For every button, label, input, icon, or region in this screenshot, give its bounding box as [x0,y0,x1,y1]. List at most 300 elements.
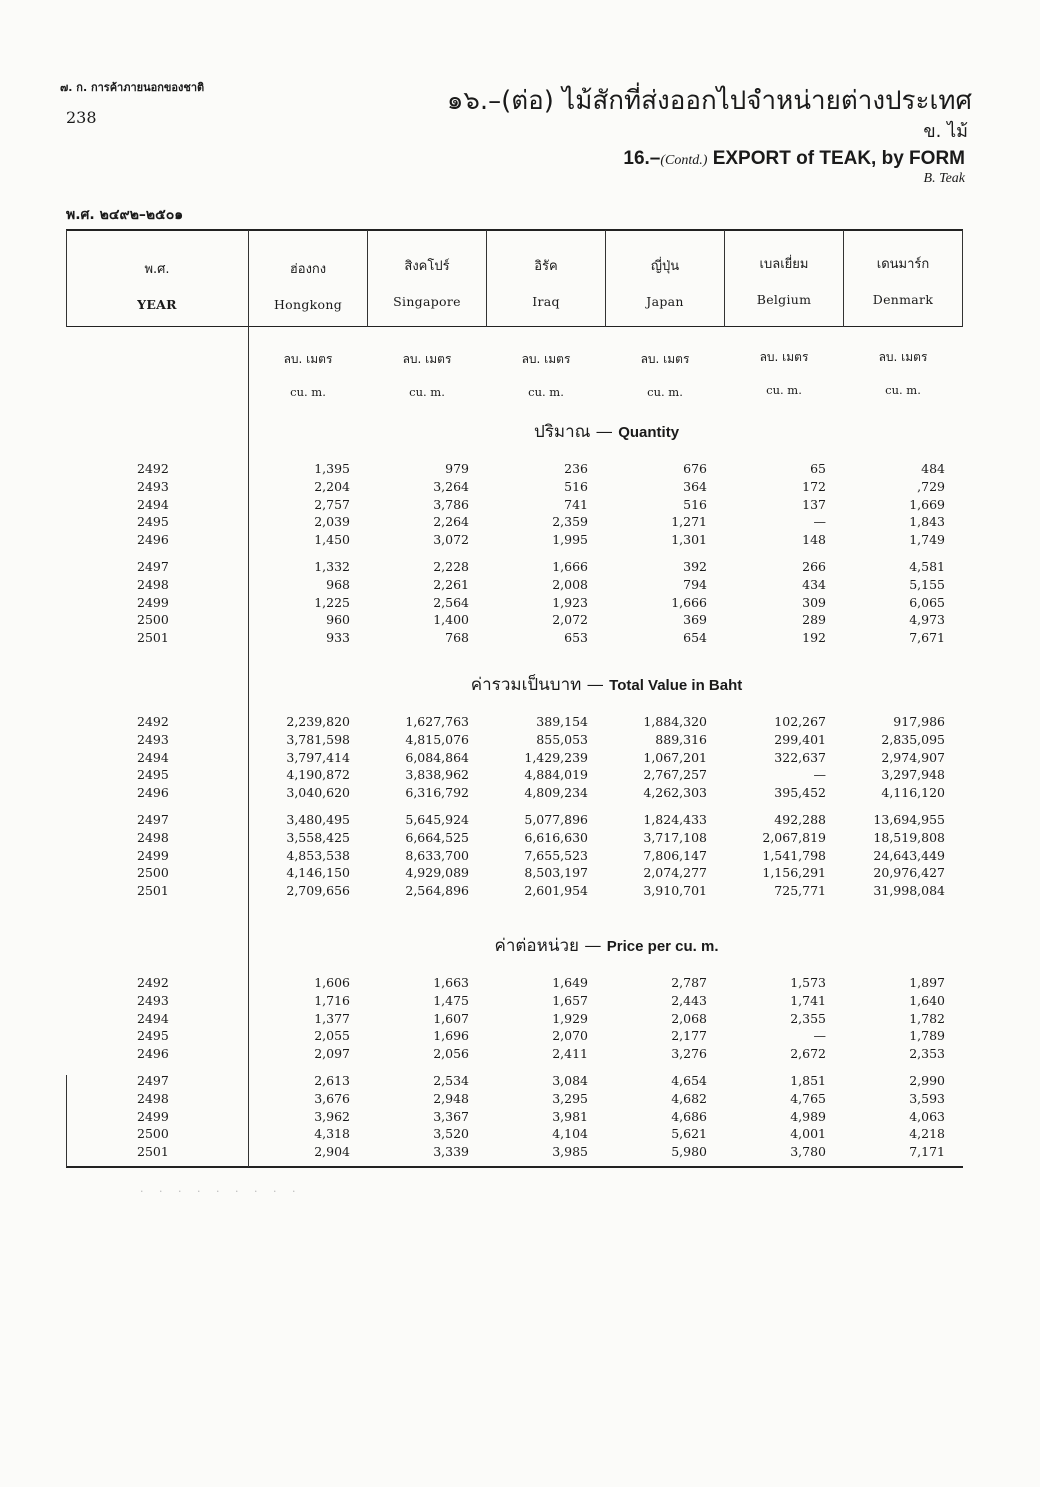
value-cell: 4,884,019 [524,767,588,783]
value-cell: 2,904 [314,1144,350,1160]
header-bottom-rule [66,326,963,327]
year-cell: 2494 [137,1010,169,1026]
year-cell: 2501 [137,883,169,899]
unit-thai: ลบ. เมตร [283,352,333,366]
value-cell: 2,261 [433,576,469,592]
value-cell: 1,782 [909,1010,945,1026]
value-cell: 960 [326,612,350,628]
value-cell: 1,429,239 [524,749,588,765]
year-cell: 2495 [137,767,169,783]
value-cell: 3,295 [552,1090,588,1106]
section-title-thai: ปริมาณ [533,422,591,442]
value-cell: 3,962 [314,1108,350,1124]
value-cell: 3,985 [552,1144,588,1160]
value-cell: 322,637 [774,749,826,765]
value-cell: 3,072 [433,532,469,548]
table-top-rule [66,229,963,231]
value-cell: 4,815,076 [405,731,469,747]
table-row [0,479,1040,497]
year-cell: 2500 [137,865,169,881]
value-cell: 102,267 [774,714,826,729]
table-row [0,830,1040,848]
value-cell: 2,068 [671,1010,707,1026]
value-cell: 1,741 [790,992,826,1008]
value-cell: 1,657 [552,992,588,1008]
value-cell: 2,601,954 [524,883,588,899]
table-row [0,714,1040,732]
value-cell: 4,809,234 [524,785,588,801]
table-row [0,1144,1040,1162]
subtitle-thai: ข. ไม้ [923,121,968,142]
value-cell: 6,316,792 [405,785,469,801]
value-cell: 3,797,414 [286,749,350,765]
unit-label [606,350,724,399]
unit-eng: cu. m. [647,385,683,399]
value-cell: 2,948 [433,1090,469,1106]
unit-thai: ลบ. เมตร [521,352,571,366]
value-cell: 1,606 [314,975,350,990]
value-cell: 1,395 [314,461,350,476]
page-title-thai: ๑๖.–(ต่อ) ไม้สักที่ส่งออกไปจำหน่ายต่างประเทศ [446,86,972,116]
value-cell: 4,581 [909,559,945,574]
value-cell: 3,717,108 [643,829,707,845]
value-cell: 2,990 [909,1073,945,1088]
value-cell: 1,749 [909,532,945,548]
value-cell: 236 [564,461,588,476]
value-cell: 1,377 [314,1010,350,1026]
value-cell: 1,400 [433,612,469,628]
section-title-quantity: ปริมาณ — Quantity [533,422,680,442]
value-cell: 7,671 [909,630,945,646]
section-title-eng: Price per cu. m. [606,938,719,955]
value-cell: 1,663 [433,975,469,990]
col-header-thai: สิงคโปร์ [404,259,450,274]
value-cell: 1,696 [433,1028,469,1044]
year-cell: 2500 [137,612,169,628]
value-cell: 3,780 [790,1144,826,1160]
unit-label [725,348,843,397]
year-cell: 2495 [137,514,169,530]
value-cell: 3,781,598 [286,731,350,747]
value-cell: 3,676 [314,1090,350,1106]
value-cell: 8,633,700 [405,847,469,863]
value-cell: 1,884,320 [643,714,707,729]
value-cell: 1,666 [552,559,588,574]
value-cell: 299,401 [774,731,826,747]
value-cell: 4,686 [671,1108,707,1124]
value-cell: 1,843 [909,514,945,530]
year-cell: 2498 [137,576,169,592]
col-header-singapore [368,255,486,309]
value-cell: 2,074,277 [643,865,707,881]
value-cell: 8,503,197 [524,865,588,881]
col-header-denmark [844,253,962,307]
value-cell: 2,008 [552,576,588,592]
value-cell: 2,411 [552,1046,588,1062]
value-cell: 979 [445,461,469,476]
year-cell: 2498 [137,1090,169,1106]
table-row [0,993,1040,1011]
year-cell: 2497 [137,1073,169,1088]
year-cell: 2494 [137,496,169,512]
year-cell: 2501 [137,630,169,646]
value-cell: 3,520 [433,1126,469,1142]
value-cell: 855,053 [536,731,588,747]
unit-eng: cu. m. [528,385,564,399]
value-cell: 2,239,820 [286,714,350,729]
value-cell: 4,104 [552,1126,588,1142]
value-cell: 192 [802,630,826,646]
value-cell: 653 [564,630,588,646]
value-cell: 1,573 [790,975,826,990]
year-cell: 2499 [137,847,169,863]
col-header-eng: Belgium [756,292,812,307]
value-cell: 1,851 [790,1073,826,1088]
table-row [0,612,1040,630]
col-header-belgium [725,253,843,307]
value-cell: ,729 [917,478,945,494]
value-cell: 395,452 [774,785,826,801]
year-cell: 2499 [137,1108,169,1124]
value-cell: 289 [802,612,826,628]
unit-thai: ลบ. เมตร [759,350,809,364]
table-row [0,785,1040,803]
value-cell: 3,558,425 [286,829,350,845]
col-header-thai: ฮ่องกง [289,262,327,277]
section-title-price: ค่าต่อหน่วย — Price per cu. m. [494,936,719,956]
value-cell: 1,475 [433,992,469,1008]
value-cell: 2,264 [433,514,469,530]
value-cell: 1,716 [314,992,350,1008]
col-header-thai: ญี่ปุ่น [650,259,680,274]
col-header-thai: เดนมาร์ก [876,257,930,272]
table-row [0,461,1040,479]
col-header-eng: Hongkong [273,297,343,312]
value-cell: 1,301 [671,532,707,548]
unit-eng: cu. m. [766,383,802,397]
value-cell: 4,116,120 [881,785,945,801]
year-cell: 2499 [137,594,169,610]
value-cell: 266 [802,559,826,574]
value-cell: 137 [802,496,826,512]
value-cell: 4,262,303 [643,785,707,801]
year-cell: 2496 [137,785,169,801]
col-header-eng: Singapore [393,294,461,309]
value-cell: 5,645,924 [405,812,469,827]
value-cell: 2,072 [552,612,588,628]
value-cell: 5,980 [671,1144,707,1160]
table-row [0,767,1040,785]
footer-smudge: · · · · · · · · · [140,1185,302,1198]
value-cell: 1,824,433 [643,812,707,827]
period-label: พ.ศ. ๒๔๙๒–๒๕๐๑ [66,207,184,223]
col-header-thai: เบลเยี่ยม [759,257,809,272]
value-cell: 4,929,089 [405,865,469,881]
value-cell: 6,084,864 [405,749,469,765]
value-cell: 1,332 [314,559,350,574]
value-cell: 24,643,449 [873,847,945,863]
value-cell: 4,146,150 [286,865,350,881]
value-cell: 1,067,201 [643,749,707,765]
value-cell: 3,593 [909,1090,945,1106]
value-cell: 1,627,763 [405,714,469,729]
table-row [0,865,1040,883]
value-cell: 741 [564,496,588,512]
subtitle-eng: B. Teak [923,171,965,186]
value-cell: 4,989 [790,1108,826,1124]
value-cell: 2,974,907 [881,749,945,765]
year-cell: 2498 [137,829,169,845]
value-cell: 725,771 [774,883,826,899]
year-cell: 2492 [137,461,169,476]
value-cell: 3,981 [552,1108,588,1124]
section-title-eng: Total Value in Baht [609,677,743,694]
year-cell: 2497 [137,812,169,827]
value-cell: 2,613 [314,1073,350,1088]
table-row [0,577,1040,595]
value-cell: 369 [683,612,707,628]
value-cell: 1,897 [909,975,945,990]
value-cell: 4,218 [909,1126,945,1142]
value-cell: 3,367 [433,1108,469,1124]
value-cell: 4,853,538 [286,847,350,863]
unit-thai: ลบ. เมตร [878,350,928,364]
value-cell: 309 [802,594,826,610]
value-cell: 1,789 [909,1028,945,1044]
value-cell: 516 [564,478,588,494]
value-cell: 1,666 [671,594,707,610]
value-cell: 1,995 [552,532,588,548]
value-cell: 4,318 [314,1126,350,1142]
value-cell: 2,359 [552,514,588,530]
unit-label [487,350,605,399]
value-cell: 13,694,955 [873,812,945,827]
section-title-value: ค่ารวมเป็นบาท — Total Value in Baht [470,675,743,695]
value-cell: 1,607 [433,1010,469,1026]
value-cell: 933 [326,630,350,646]
col-header-thai: พ.ศ. [144,262,170,277]
value-cell: 2,757 [314,496,350,512]
table-row [0,750,1040,768]
year-cell: 2492 [137,714,169,729]
table-row [0,848,1040,866]
value-cell: 2,067,819 [762,829,826,845]
value-cell: 3,339 [433,1144,469,1160]
table-right-border [962,230,963,327]
col-header-thai: อิรัค [534,259,558,274]
value-cell: 676 [683,461,707,476]
value-cell: 2,039 [314,514,350,530]
value-cell: 389,154 [536,714,588,729]
value-cell: 1,156,291 [762,865,826,881]
col-header-japan [606,255,724,309]
value-cell: 2,767,257 [643,767,707,783]
table-row [0,595,1040,613]
value-cell: 392 [683,559,707,574]
value-cell: 2,070 [552,1028,588,1044]
page-number: 238 [66,108,97,127]
table-row [0,1046,1040,1064]
value-cell: 18,519,808 [873,829,945,845]
value-cell: — [813,1028,826,1044]
table-row [0,514,1040,532]
year-cell: 2497 [137,559,169,574]
value-cell: 2,177 [671,1028,707,1044]
table-bottom-rule [66,1166,963,1168]
unit-thai: ลบ. เมตร [640,352,690,366]
col-header-hongkong [249,258,367,312]
value-cell: 148 [802,532,826,548]
unit-eng: cu. m. [885,383,921,397]
title-eng-contd: (Contd.) [660,153,708,168]
value-cell: 2,353 [909,1046,945,1062]
value-cell: 1,929 [552,1010,588,1026]
value-cell: 5,155 [909,576,945,592]
value-cell: 968 [326,576,350,592]
unit-eng: cu. m. [290,385,326,399]
value-cell: 6,065 [909,594,945,610]
year-cell: 2493 [137,731,169,747]
page-title-eng [623,148,965,170]
year-cell: 2500 [137,1126,169,1142]
value-cell: 4,682 [671,1090,707,1106]
table-row [0,630,1040,648]
unit-label [249,350,367,399]
table-row [0,1109,1040,1127]
value-cell: 31,998,084 [873,883,945,899]
value-cell: 20,976,427 [873,865,945,881]
table-row [0,1091,1040,1109]
col-header-eng: Denmark [872,292,934,307]
value-cell: 4,063 [909,1108,945,1124]
value-cell: 1,640 [909,992,945,1008]
value-cell: 917,986 [893,714,945,729]
value-cell: 1,649 [552,975,588,990]
value-cell: 3,040,620 [286,785,350,801]
value-cell: 889,316 [655,731,707,747]
section-title-thai: ค่าต่อหน่วย [494,936,579,956]
table-row [0,1028,1040,1046]
col-header-eng: YEAR [137,297,177,312]
value-cell: 2,228 [433,559,469,574]
year-cell: 2496 [137,532,169,548]
value-cell: 4,973 [909,612,945,628]
value-cell: 1,541,798 [762,847,826,863]
table-row [0,559,1040,577]
value-cell: 3,786 [433,496,469,512]
value-cell: 1,271 [671,514,707,530]
value-cell: 2,534 [433,1073,469,1088]
title-eng-number: 16.– [623,148,661,169]
value-cell: 1,450 [314,532,350,548]
value-cell: 2,672 [790,1046,826,1062]
value-cell: 5,077,896 [524,812,588,827]
value-cell: 3,264 [433,478,469,494]
value-cell: 2,564 [433,594,469,610]
year-cell: 2495 [137,1028,169,1044]
value-cell: 3,480,495 [286,812,350,827]
value-cell: 2,097 [314,1046,350,1062]
value-cell: — [813,514,826,530]
value-cell: 484 [921,461,945,476]
value-cell: 654 [683,630,707,646]
year-cell: 2501 [137,1144,169,1160]
year-cell: 2493 [137,478,169,494]
value-cell: 2,709,656 [286,883,350,899]
value-cell: 1,923 [552,594,588,610]
value-cell: 4,001 [790,1126,826,1142]
value-cell: 2,056 [433,1046,469,1062]
value-cell: 65 [810,461,826,476]
value-cell: 768 [445,630,469,646]
unit-label [844,348,962,397]
year-cell: 2496 [137,1046,169,1062]
value-cell: 4,190,872 [286,767,350,783]
table-row [0,812,1040,830]
value-cell: 7,806,147 [643,847,707,863]
value-cell: 7,655,523 [524,847,588,863]
value-cell: 4,765 [790,1090,826,1106]
value-cell: 434 [802,576,826,592]
table-row [0,732,1040,750]
value-cell: 7,171 [909,1144,945,1160]
value-cell: 2,787 [671,975,707,990]
unit-label [368,350,486,399]
col-header-eng: Japan [646,294,684,309]
value-cell: 2,835,095 [881,731,945,747]
table-row [0,975,1040,993]
year-cell: 2493 [137,992,169,1008]
value-cell: 1,225 [314,594,350,610]
value-cell: 3,910,701 [643,883,707,899]
value-cell: 6,664,525 [405,829,469,845]
value-cell: 3,276 [671,1046,707,1062]
value-cell: 794 [683,576,707,592]
col-header-iraq [487,255,605,309]
value-cell: 3,297,948 [881,767,945,783]
value-cell: 2,055 [314,1028,350,1044]
value-cell: 3,838,962 [405,767,469,783]
value-cell: 5,621 [671,1126,707,1142]
unit-eng: cu. m. [409,385,445,399]
section-title-thai: ค่ารวมเป็นบาท [470,675,582,695]
value-cell: 2,443 [671,992,707,1008]
table-row [0,1073,1040,1091]
table-row [0,1011,1040,1029]
value-cell: 364 [683,478,707,494]
col-header-eng: Iraq [532,294,560,309]
section-title-eng: Quantity [618,424,680,441]
value-cell: 6,616,630 [524,829,588,845]
title-eng-text: EXPORT of TEAK, by FORM [707,148,965,169]
value-cell: 2,204 [314,478,350,494]
table-row [0,883,1040,901]
value-cell: — [813,767,826,783]
value-cell: 2,564,896 [405,883,469,899]
table-row [0,1126,1040,1144]
value-cell: 1,669 [909,496,945,512]
unit-thai: ลบ. เมตร [402,352,452,366]
value-cell: 516 [683,496,707,512]
section-label: ๗. ก. การค้าภายนอกของชาติ [60,81,205,94]
value-cell: 3,084 [552,1073,588,1088]
year-cell: 2492 [137,975,169,990]
table-row [0,532,1040,550]
value-cell: 4,654 [671,1073,707,1088]
year-cell: 2494 [137,749,169,765]
value-cell: 2,355 [790,1010,826,1026]
value-cell: 172 [802,478,826,494]
